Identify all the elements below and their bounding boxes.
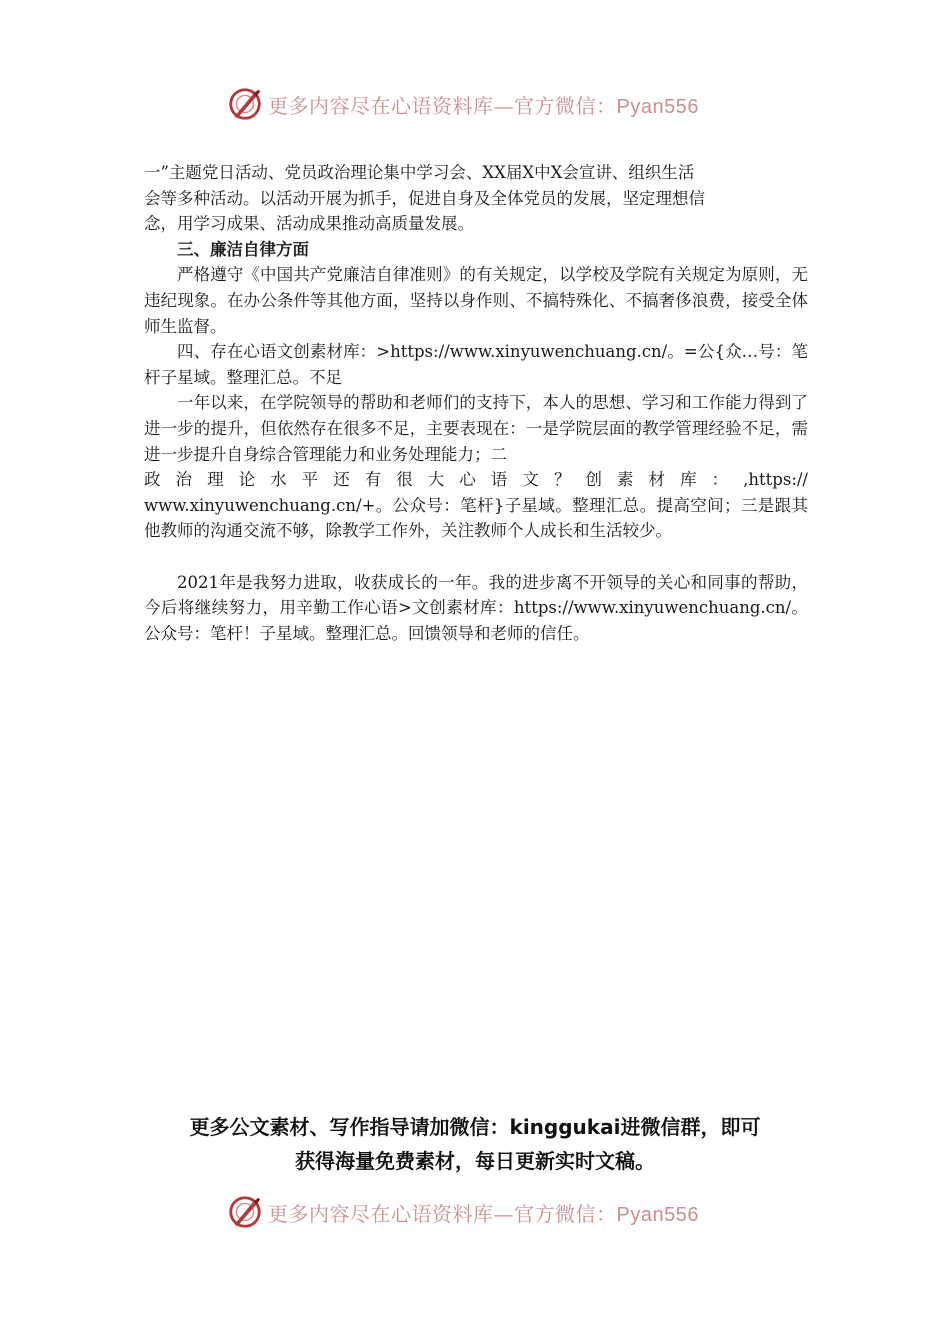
section-heading-integrity: 三、廉洁自律方面 [177, 239, 309, 259]
section-heading-shortcomings: 四、存在心语文创素材库：>https://www.xinyuwenchuang.cn/。=公{众…号：笔杆子星域。整理汇总。不足 [144, 342, 808, 387]
document-body [144, 160, 808, 646]
paragraph-integrity: 严格遵守《中国共产党廉洁自律准则》的有关规定，以学校及学院有关规定为原则，无违纪现象。在办公条件等其他方面，坚持以身作则、不搞特殊化、不搞奢侈浪费，接受全体师生监督。 [144, 265, 808, 336]
pen-circle-logo-icon [226, 1193, 264, 1231]
paragraph-shortcomings-spread-line: 政治理论水平还有很大心语文？创素材库：,https:// [144, 470, 808, 490]
paragraph-intro-line-1: 一”主题党日活动、党员政治理论集中学习会、XX届X中X会宣讲、组织生活 [144, 163, 695, 182]
paragraph-intro-line-2: 会等多种活动。以活动开展为抓手，促进自身及全体党员的发展，坚定理想信 [144, 188, 705, 208]
header-banner [226, 84, 746, 124]
header-banner-text: 更多内容尽在心语资料库—官方微信：Pyan556 [268, 93, 699, 118]
paragraph-conclusion: 2021年是我努力进取，收获成长的一年。我的进步离不开领导的关心和同事的帮助，今后将继续努力，用辛勤工作心语>文创素材库：https://www.xinyuwenchuang.cn/。公众号：笔杆！子星域。整理汇总。回馈领导和老师的信任。 [144, 572, 808, 643]
promo-line-1: 更多公文素材、写作指导请加微信：kinggukai进微信群，即可 [189, 1115, 761, 1139]
footer-banner [226, 1192, 746, 1232]
pen-circle-logo-icon [226, 85, 264, 123]
paragraph-shortcomings-part-2: www.xinyuwenchuang.cn/+。公众号：笔杆}子星域。整理汇总。提高空间；三是跟其他教师的沟通交流不够，除教学工作外，关注教师个人成长和生活较少。 [144, 495, 808, 541]
promo-notice [100, 1110, 850, 1178]
paragraph-gap [144, 544, 808, 570]
paragraph-intro-line-3: 念，用学习成果、活动成果推动高质量发展。 [144, 214, 474, 234]
promo-line-2: 获得海量免费素材，每日更新实时文稿。 [295, 1149, 655, 1173]
paragraph-shortcomings-part-1: 一年以来，在学院领导的帮助和老师们的支持下，本人的思想、学习和工作能力得到了进一步的提升，但依然存在很多不足，主要表现在：一是学院层面的教学管理经验不足，需进一步提升自身综合管理能力和业务处理能力；二 [144, 393, 808, 464]
footer-banner-text: 更多内容尽在心语资料库—官方微信：Pyan556 [268, 1201, 699, 1226]
